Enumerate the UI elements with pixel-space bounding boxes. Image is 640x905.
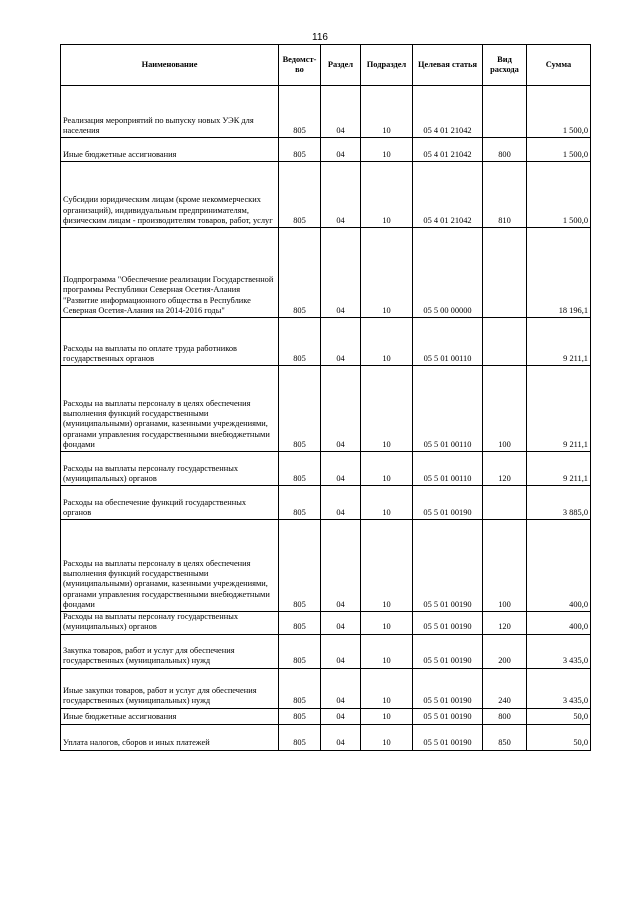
table-row <box>61 634 591 668</box>
row-subsection: 10 <box>361 452 413 486</box>
row-target: 05 4 01 21042 <box>413 86 483 138</box>
row-section: 04 <box>321 318 361 366</box>
table-row <box>61 486 591 520</box>
row-dept: 805 <box>279 366 321 452</box>
table-row <box>61 708 591 724</box>
header-target: Целевая статья <box>413 45 483 86</box>
row-kind: 240 <box>483 668 527 708</box>
row-kind: 810 <box>483 162 527 228</box>
row-subsection: 10 <box>361 366 413 452</box>
row-sum: 1 500,0 <box>527 138 591 162</box>
row-name: Расходы на выплаты персоналу в целях обеспечения выполнения функций государственными (муниципальными) органами, казенными учреждениями, органами управления государственными внебюджетными фондами <box>61 520 279 612</box>
row-dept: 805 <box>279 452 321 486</box>
row-subsection: 10 <box>361 634 413 668</box>
table-header-row <box>61 45 591 86</box>
row-dept: 805 <box>279 520 321 612</box>
row-sum: 18 196,1 <box>527 228 591 318</box>
row-sum: 3 435,0 <box>527 634 591 668</box>
row-name: Реализация мероприятий по выпуску новых УЭК для населения <box>61 86 279 138</box>
row-kind <box>483 228 527 318</box>
row-dept: 805 <box>279 634 321 668</box>
row-subsection: 10 <box>361 86 413 138</box>
row-name: Подпрограмма "Обеспечение реализации Государственной программы Республики Северная Осетия-Алания "Развитие информационного общества в Республике Северная Осетия-Алания на 2014-2016 годы" <box>61 228 279 318</box>
row-dept: 805 <box>279 668 321 708</box>
row-name: Расходы на выплаты персоналу государственных (муниципальных) органов <box>61 612 279 635</box>
row-name: Расходы на выплаты по оплате труда работников государственных органов <box>61 318 279 366</box>
row-target: 05 5 01 00190 <box>413 486 483 520</box>
header-sum: Сумма <box>527 45 591 86</box>
row-target: 05 5 01 00190 <box>413 634 483 668</box>
row-kind: 200 <box>483 634 527 668</box>
row-dept: 805 <box>279 228 321 318</box>
row-sum: 1 500,0 <box>527 162 591 228</box>
header-name: Наименование <box>61 45 279 86</box>
row-dept: 805 <box>279 612 321 635</box>
row-subsection: 10 <box>361 708 413 724</box>
row-section: 04 <box>321 86 361 138</box>
row-kind <box>483 486 527 520</box>
row-section: 04 <box>321 634 361 668</box>
table-row <box>61 724 591 750</box>
row-dept: 805 <box>279 162 321 228</box>
row-sum: 50,0 <box>527 708 591 724</box>
row-kind <box>483 318 527 366</box>
row-sum: 9 211,1 <box>527 366 591 452</box>
row-sum: 400,0 <box>527 612 591 635</box>
row-dept: 805 <box>279 318 321 366</box>
row-target: 05 5 01 00190 <box>413 520 483 612</box>
row-kind: 120 <box>483 612 527 635</box>
row-name: Иные закупки товаров, работ и услуг для обеспечения государственных (муниципальных) нужд <box>61 668 279 708</box>
row-sum: 1 500,0 <box>527 86 591 138</box>
row-target: 05 4 01 21042 <box>413 138 483 162</box>
row-subsection: 10 <box>361 668 413 708</box>
row-kind: 800 <box>483 138 527 162</box>
row-subsection: 10 <box>361 520 413 612</box>
row-subsection: 10 <box>361 228 413 318</box>
row-section: 04 <box>321 228 361 318</box>
row-name: Расходы на выплаты персоналу государственных (муниципальных) органов <box>61 452 279 486</box>
row-section: 04 <box>321 612 361 635</box>
row-target: 05 5 01 00190 <box>413 724 483 750</box>
row-section: 04 <box>321 708 361 724</box>
table-row <box>61 520 591 612</box>
row-section: 04 <box>321 138 361 162</box>
table-row <box>61 318 591 366</box>
row-subsection: 10 <box>361 724 413 750</box>
row-sum: 3 435,0 <box>527 668 591 708</box>
row-target: 05 5 01 00190 <box>413 668 483 708</box>
row-name: Расходы на выплаты персоналу в целях обеспечения выполнения функций государственными (муниципальными) органами, казенными учреждениями, органами управления государственными внебюджетными фондами <box>61 366 279 452</box>
row-kind: 120 <box>483 452 527 486</box>
budget-table <box>60 44 591 751</box>
row-target: 05 5 00 00000 <box>413 228 483 318</box>
header-kind: Вид расхода <box>483 45 527 86</box>
row-dept: 805 <box>279 86 321 138</box>
table-row <box>61 452 591 486</box>
header-dept: Ведомст-во <box>279 45 321 86</box>
row-target: 05 5 01 00190 <box>413 612 483 635</box>
row-dept: 805 <box>279 724 321 750</box>
row-subsection: 10 <box>361 486 413 520</box>
row-name: Уплата налогов, сборов и иных платежей <box>61 724 279 750</box>
table-row <box>61 162 591 228</box>
table-row <box>61 86 591 138</box>
row-name: Расходы на обеспечение функций государственных органов <box>61 486 279 520</box>
row-subsection: 10 <box>361 138 413 162</box>
row-kind <box>483 86 527 138</box>
row-target: 05 5 01 00110 <box>413 366 483 452</box>
row-section: 04 <box>321 668 361 708</box>
row-sum: 50,0 <box>527 724 591 750</box>
row-target: 05 5 01 00190 <box>413 708 483 724</box>
row-target: 05 4 01 21042 <box>413 162 483 228</box>
row-section: 04 <box>321 162 361 228</box>
row-section: 04 <box>321 486 361 520</box>
row-dept: 805 <box>279 138 321 162</box>
row-name: Иные бюджетные ассигнования <box>61 708 279 724</box>
row-kind: 100 <box>483 366 527 452</box>
row-subsection: 10 <box>361 162 413 228</box>
row-kind: 850 <box>483 724 527 750</box>
row-name: Иные бюджетные ассигнования <box>61 138 279 162</box>
row-kind: 800 <box>483 708 527 724</box>
row-sum: 400,0 <box>527 520 591 612</box>
table-row <box>61 668 591 708</box>
row-subsection: 10 <box>361 612 413 635</box>
row-target: 05 5 01 00110 <box>413 452 483 486</box>
table-row <box>61 366 591 452</box>
table-row <box>61 612 591 635</box>
row-section: 04 <box>321 520 361 612</box>
row-sum: 3 885,0 <box>527 486 591 520</box>
row-subsection: 10 <box>361 318 413 366</box>
row-kind: 100 <box>483 520 527 612</box>
page-number: 116 <box>312 32 328 43</box>
row-sum: 9 211,1 <box>527 318 591 366</box>
header-subsection: Подраздел <box>361 45 413 86</box>
header-section: Раздел <box>321 45 361 86</box>
row-dept: 805 <box>279 708 321 724</box>
table-row <box>61 138 591 162</box>
row-name: Субсидии юридическим лицам (кроме некоммерческих организаций), индивидуальным предпринимателям, физическим лицам - производителям товаров, работ, услуг <box>61 162 279 228</box>
row-target: 05 5 01 00110 <box>413 318 483 366</box>
row-section: 04 <box>321 724 361 750</box>
row-dept: 805 <box>279 486 321 520</box>
table-row <box>61 228 591 318</box>
row-section: 04 <box>321 452 361 486</box>
row-name: Закупка товаров, работ и услуг для обеспечения государственных (муниципальных) нужд <box>61 634 279 668</box>
row-sum: 9 211,1 <box>527 452 591 486</box>
row-section: 04 <box>321 366 361 452</box>
